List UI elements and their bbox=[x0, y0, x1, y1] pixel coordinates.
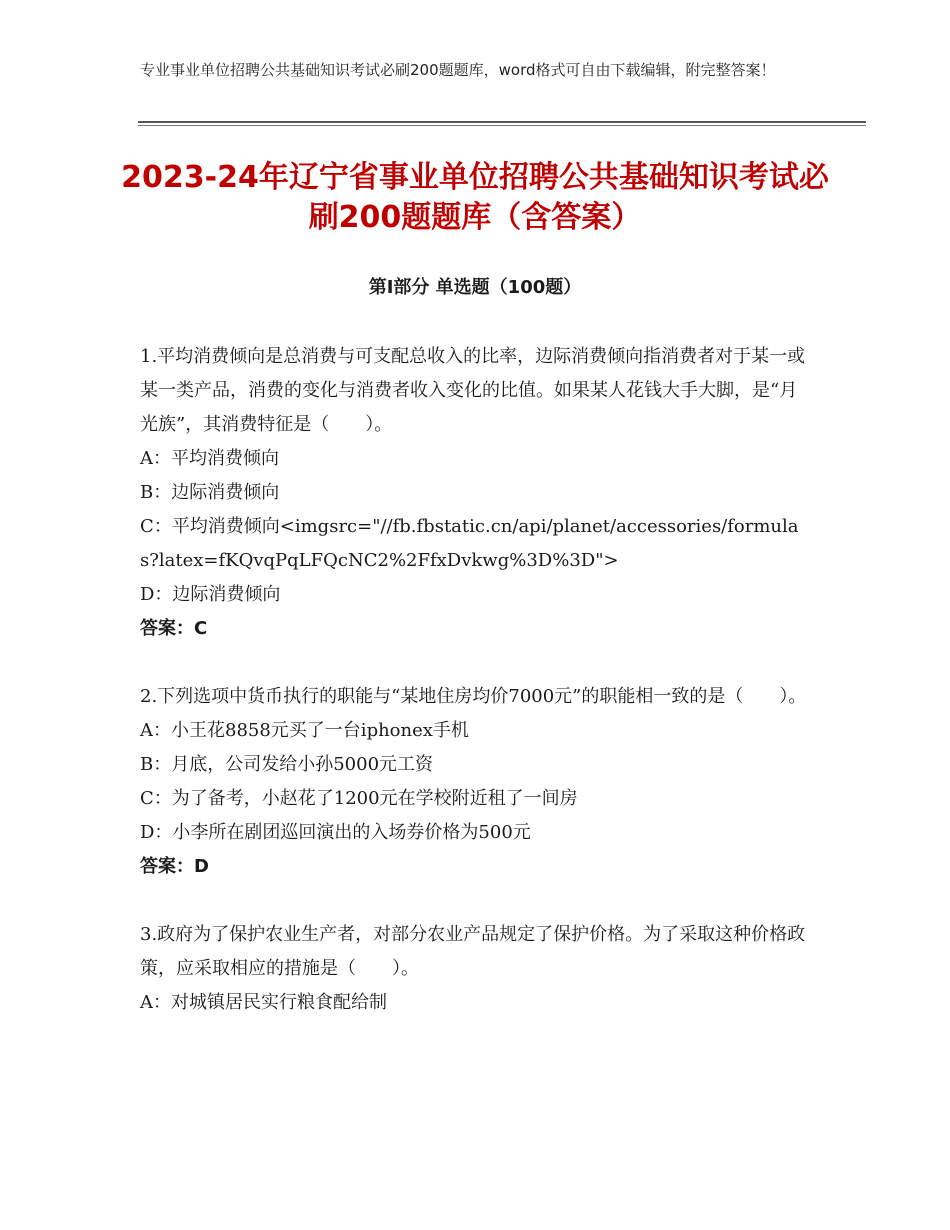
option-a: A：平均消费倾向 bbox=[140, 448, 279, 469]
header-rule-thin bbox=[138, 125, 866, 126]
option-b: B：边际消费倾向 bbox=[140, 482, 280, 503]
option-d: D：边际消费倾向 bbox=[140, 584, 281, 605]
option-c: C：为了备考，小赵花了1200元在学校附近租了一间房 bbox=[140, 788, 578, 809]
question-3 bbox=[140, 918, 812, 1020]
option-c: C：平均消费倾向<imgsrc="//fb.fbstatic.cn/api/planet/accessories/formulas?latex=fKQvqPqLFQcNC2%2FfxDvkwg%3D%3D"> bbox=[140, 516, 799, 571]
option-a: A：小王花8858元买了一台iphonex手机 bbox=[140, 720, 469, 741]
header-rule-thick bbox=[138, 121, 866, 123]
option-b: B：月底，公司发给小孙5000元工资 bbox=[140, 754, 434, 775]
option-a: A：对城镇居民实行粮食配给制 bbox=[140, 992, 387, 1013]
question-stem: 3.政府为了保护农业生产者，对部分农业产品规定了保护价格。为了采取这种价格政策，应采取相应的措施是（ ）。 bbox=[140, 924, 806, 979]
answer: 答案：D bbox=[140, 856, 209, 877]
document-title: 2023-24年辽宁省事业单位招聘公共基础知识考试必刷200题题库（含答案） bbox=[121, 160, 829, 235]
section-title: 第Ⅰ部分 单选题（100题） bbox=[368, 277, 582, 298]
question-stem: 1.平均消费倾向是总消费与可支配总收入的比率，边际消费倾向指消费者对于某一或某一类产品，消费的变化与消费者收入变化的比值。如果某人花钱大手大脚，是“月光族”，其消费特征是（ ）。 bbox=[140, 346, 806, 435]
header-note: 专业事业单位招聘公共基础知识考试必刷200题题库，word格式可自由下载编辑，附完整答案！ bbox=[140, 61, 776, 79]
question-2 bbox=[140, 680, 812, 884]
question-list bbox=[140, 340, 812, 1054]
option-d: D：小李所在剧团巡回演出的入场券价格为500元 bbox=[140, 822, 531, 843]
question-stem: 2.下列选项中货币执行的职能与“某地住房均价7000元”的职能相一致的是（ ）。 bbox=[140, 686, 807, 707]
answer: 答案：C bbox=[140, 618, 208, 639]
question-1 bbox=[140, 340, 812, 646]
